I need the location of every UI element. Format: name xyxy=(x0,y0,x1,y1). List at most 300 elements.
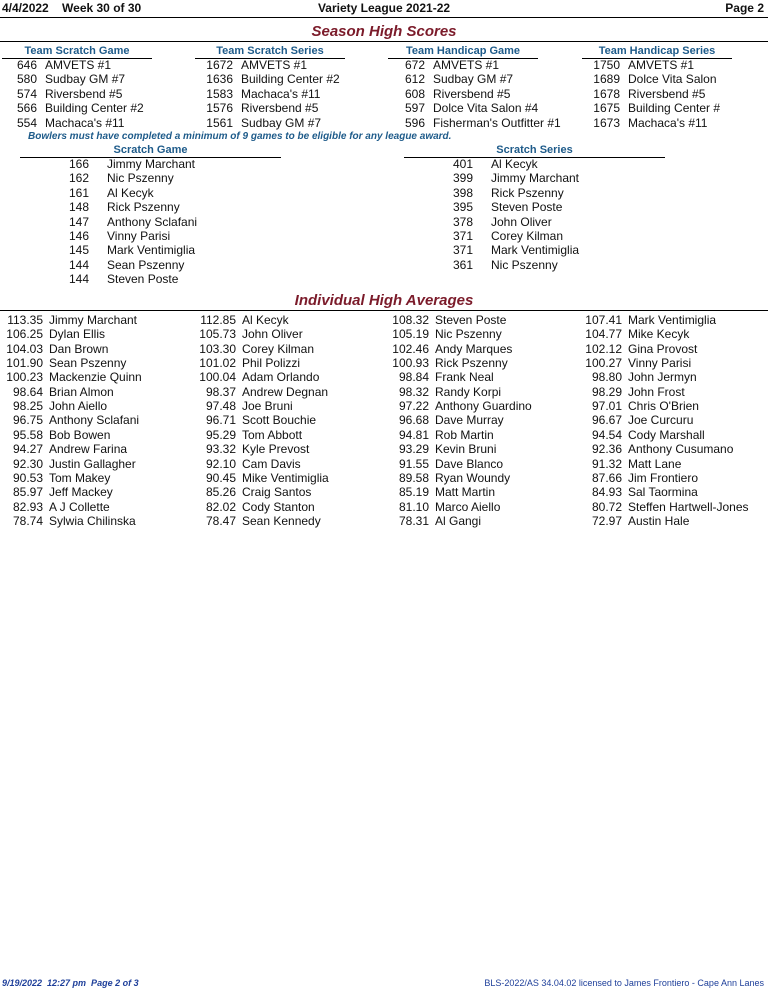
score-value: 100.23 xyxy=(6,370,43,385)
average-row xyxy=(2,313,137,327)
score-value: 94.54 xyxy=(591,427,622,442)
score-value: 72.97 xyxy=(591,513,622,528)
bowler-name: Sylwia Chilinska xyxy=(49,513,136,528)
score-value: 1576 xyxy=(206,101,233,116)
bowler-name: Al Kecyk xyxy=(242,313,289,327)
bowler-name: Frank Neal xyxy=(435,370,494,385)
footer-license: BLS-2022/AS 34.04.02 licensed to James Frontiero - Cape Ann Lanes xyxy=(484,978,764,988)
bowler-name: Dave Murray xyxy=(435,413,504,428)
average-row xyxy=(388,457,503,471)
average-row xyxy=(581,370,697,384)
average-row xyxy=(2,327,105,341)
footer-print-info: 9/19/2022 12:27 pm Page 2 of 3 xyxy=(2,978,139,988)
score-value: 612 xyxy=(404,72,425,87)
individual-score-row xyxy=(48,157,195,171)
average-row xyxy=(195,471,329,485)
average-row xyxy=(2,442,127,456)
score-value: 94.81 xyxy=(398,427,429,442)
score-value: 1583 xyxy=(206,86,233,101)
score-value: 672 xyxy=(404,58,425,72)
score-value: 1678 xyxy=(593,86,620,101)
bowler-name: Riversbend #5 xyxy=(45,86,123,101)
bowler-name: Craig Santos xyxy=(242,485,312,500)
averages-title-divider xyxy=(0,310,768,311)
team-score-row xyxy=(2,72,125,86)
score-value: 82.93 xyxy=(12,499,43,514)
bowler-name: Building Center #2 xyxy=(241,72,340,87)
bowler-name: Brian Almon xyxy=(49,384,114,399)
score-value: 399 xyxy=(452,171,473,186)
bowler-name: Machaca's #11 xyxy=(628,115,708,130)
average-row xyxy=(388,485,495,499)
score-value: 104.77 xyxy=(585,327,622,342)
team-score-row xyxy=(390,101,538,115)
average-row xyxy=(2,471,110,485)
individual-score-row xyxy=(432,243,579,257)
score-value: 102.46 xyxy=(392,341,429,356)
score-value: 96.68 xyxy=(398,413,429,428)
bowler-name: AMVETS #1 xyxy=(45,58,112,72)
average-row xyxy=(195,370,319,384)
average-row xyxy=(2,428,110,442)
team-score-row xyxy=(195,116,321,130)
bowler-name: Bob Bowen xyxy=(49,427,111,442)
score-value: 1750 xyxy=(593,58,620,72)
score-value: 1689 xyxy=(593,72,620,87)
score-value: 92.30 xyxy=(12,456,43,471)
average-row xyxy=(581,356,691,370)
bowler-name: Jimmy Marchant xyxy=(107,157,196,171)
score-value: 596 xyxy=(404,115,425,130)
bowler-name: Anthony Cusumano xyxy=(628,442,734,457)
bowler-name: Al Kecyk xyxy=(491,157,538,171)
bowler-name: Nic Pszenny xyxy=(435,327,502,342)
score-value: 95.29 xyxy=(205,427,236,442)
score-value: 98.25 xyxy=(12,399,43,414)
score-value: 398 xyxy=(452,185,473,200)
bowler-name: Cody Marshall xyxy=(628,427,705,442)
bowler-name: Jeff Mackey xyxy=(49,485,113,500)
score-value: 91.55 xyxy=(398,456,429,471)
bowler-name: Sean Pszenny xyxy=(107,257,185,272)
average-row xyxy=(2,457,136,471)
average-row xyxy=(581,428,705,442)
average-row xyxy=(581,342,697,356)
average-row xyxy=(388,370,494,384)
score-value: 85.97 xyxy=(12,485,43,500)
average-row xyxy=(581,514,689,528)
individual-score-row xyxy=(48,186,154,200)
average-row xyxy=(388,313,506,327)
bowler-name: Vinny Parisi xyxy=(107,229,171,243)
bowler-name: Mark Ventimiglia xyxy=(107,243,196,258)
score-value: 98.32 xyxy=(398,384,429,399)
score-value: 1561 xyxy=(206,115,233,130)
score-value: 145 xyxy=(68,243,89,258)
bowler-name: Anthony Guardino xyxy=(435,399,532,414)
score-value: 97.48 xyxy=(205,399,236,414)
average-row xyxy=(388,413,504,427)
bowler-name: Riversbend #5 xyxy=(241,101,319,116)
bowler-name: Mark Ventimiglia xyxy=(491,243,580,258)
individual-score-row xyxy=(432,215,552,229)
average-row xyxy=(195,442,309,456)
bowler-name: Corey Kilman xyxy=(491,229,564,243)
score-value: 102.12 xyxy=(585,341,622,356)
bowler-name: Sean Kennedy xyxy=(242,513,321,528)
score-value: 166 xyxy=(68,157,89,171)
average-row xyxy=(581,385,685,399)
score-value: 84.93 xyxy=(591,485,622,500)
score-value: 100.04 xyxy=(199,370,236,385)
individual-score-row xyxy=(48,200,180,214)
bowler-name: AMVETS #1 xyxy=(628,58,695,72)
bowler-name: Steffen Hartwell-Jones xyxy=(628,499,749,514)
average-row xyxy=(195,356,300,370)
header-date-week: 4/4/2022 Week 30 of 30 xyxy=(2,1,142,15)
score-value: 85.26 xyxy=(205,485,236,500)
average-row xyxy=(581,500,749,514)
bowler-name: Sudbay GM #7 xyxy=(433,72,514,87)
team-score-row xyxy=(582,87,705,101)
bowler-name: Building Center # xyxy=(628,101,721,116)
score-value: 98.84 xyxy=(398,370,429,385)
score-value: 108.32 xyxy=(392,313,429,327)
bowler-name: A J Collette xyxy=(49,499,110,514)
score-value: 100.27 xyxy=(585,356,622,371)
bowler-name: Joe Curcuru xyxy=(628,413,694,428)
score-value: 371 xyxy=(452,243,473,258)
bowler-name: Sudbay GM #7 xyxy=(45,72,126,87)
bowler-name: Machaca's #11 xyxy=(241,86,321,101)
bowler-name: Austin Hale xyxy=(628,513,690,528)
team-score-row xyxy=(195,58,307,72)
header-divider xyxy=(0,17,768,18)
individual-score-row xyxy=(48,272,178,286)
score-value: 98.80 xyxy=(591,370,622,385)
average-row xyxy=(195,399,293,413)
score-value: 144 xyxy=(68,272,89,287)
bowler-name: Adam Orlando xyxy=(242,370,320,385)
average-row xyxy=(388,385,501,399)
bowler-name: Sean Pszenny xyxy=(49,356,127,371)
average-row xyxy=(195,428,302,442)
bowler-name: Andrew Degnan xyxy=(242,384,329,399)
bowler-name: Steven Poste xyxy=(435,313,507,327)
score-value: 147 xyxy=(68,214,89,229)
average-row xyxy=(2,413,139,427)
bowler-name: Steven Poste xyxy=(107,272,179,287)
average-row xyxy=(195,327,303,341)
bowler-name: Nic Pszenny xyxy=(491,257,558,272)
bowler-name: Rob Martin xyxy=(435,427,494,442)
average-row xyxy=(581,327,689,341)
score-value: 395 xyxy=(452,200,473,215)
bowler-name: Tom Makey xyxy=(49,470,111,485)
average-row xyxy=(581,442,733,456)
team-section-title: Team Handicap Series xyxy=(582,45,732,59)
average-row xyxy=(388,442,496,456)
bowler-name: Kyle Prevost xyxy=(242,442,310,457)
score-value: 98.37 xyxy=(205,384,236,399)
average-row xyxy=(2,356,126,370)
bowler-name: Dolce Vita Salon #4 xyxy=(433,101,539,116)
score-value: 574 xyxy=(16,86,37,101)
header-league-name: Variety League 2021-22 xyxy=(317,1,451,15)
bowler-name: Sal Taormina xyxy=(628,485,698,500)
individual-score-row xyxy=(432,200,562,214)
average-row xyxy=(2,342,108,356)
eligibility-notice: Bowlers must have completed a minimum of 9 games to be eligible for any league award. xyxy=(28,131,452,142)
average-row xyxy=(2,514,136,528)
score-value: 89.58 xyxy=(398,470,429,485)
bowler-name: Andy Marques xyxy=(435,341,513,356)
bowler-name: Anthony Sclafani xyxy=(49,413,140,428)
score-value: 112.85 xyxy=(200,313,236,327)
bowler-name: Dylan Ellis xyxy=(49,327,106,342)
average-row xyxy=(195,342,314,356)
score-value: 98.64 xyxy=(12,384,43,399)
score-value: 93.29 xyxy=(398,442,429,457)
bowler-name: Riversbend #5 xyxy=(628,86,706,101)
bowler-name: Scott Bouchie xyxy=(242,413,317,428)
score-value: 113.35 xyxy=(7,313,43,327)
team-score-row xyxy=(2,87,122,101)
team-score-row xyxy=(390,116,561,130)
season-title-divider xyxy=(0,41,768,42)
bowler-name: Sudbay GM #7 xyxy=(241,115,322,130)
individual-score-row xyxy=(432,157,538,171)
bowler-name: Cody Stanton xyxy=(242,499,315,514)
bowler-name: Rick Pszenny xyxy=(107,200,180,215)
season-high-scores-title: Season High Scores xyxy=(311,23,457,40)
individual-score-row xyxy=(432,171,579,185)
score-value: 148 xyxy=(68,200,89,215)
bowler-name: John Frost xyxy=(628,384,685,399)
team-score-row xyxy=(582,58,694,72)
score-value: 98.29 xyxy=(591,384,622,399)
bowler-name: Mike Kecyk xyxy=(628,327,690,342)
individual-score-row xyxy=(48,215,197,229)
average-row xyxy=(388,514,481,528)
average-row xyxy=(388,471,510,485)
team-score-row xyxy=(390,72,513,86)
average-row xyxy=(388,500,500,514)
bowler-name: AMVETS #1 xyxy=(433,58,500,72)
average-row xyxy=(581,471,698,485)
bowler-name: Corey Kilman xyxy=(242,341,315,356)
bowler-name: Jim Frontiero xyxy=(628,470,699,485)
score-value: 146 xyxy=(68,229,89,243)
team-section-title: Team Scratch Game xyxy=(2,45,152,59)
individual-section-title: Scratch Game xyxy=(20,144,281,158)
team-score-row xyxy=(582,72,717,86)
team-score-row xyxy=(390,58,499,72)
bowler-name: Randy Korpi xyxy=(435,384,502,399)
average-row xyxy=(581,457,681,471)
team-score-row xyxy=(195,87,320,101)
average-row xyxy=(388,399,532,413)
bowler-name: Mark Ventimiglia xyxy=(628,313,717,327)
average-row xyxy=(581,399,699,413)
individual-section-title: Scratch Series xyxy=(404,144,665,158)
score-value: 81.10 xyxy=(398,499,429,514)
score-value: 106.25 xyxy=(6,327,43,342)
score-value: 78.47 xyxy=(205,513,236,528)
bowler-name: Joe Bruni xyxy=(242,399,293,414)
bowler-name: Andrew Farina xyxy=(49,442,128,457)
team-score-row xyxy=(2,116,124,130)
score-value: 104.03 xyxy=(6,341,43,356)
team-score-row xyxy=(195,72,340,86)
bowler-name: Rick Pszenny xyxy=(435,356,508,371)
bowler-name: Rick Pszenny xyxy=(491,185,564,200)
bowler-name: John Oliver xyxy=(242,327,303,342)
score-value: 101.02 xyxy=(199,356,236,371)
score-value: 80.72 xyxy=(591,499,622,514)
score-value: 1673 xyxy=(593,115,620,130)
header-page-number: Page 2 xyxy=(725,1,764,15)
average-row xyxy=(581,413,693,427)
score-value: 78.31 xyxy=(398,513,429,528)
team-score-row xyxy=(582,101,720,115)
individual-score-row xyxy=(48,258,184,272)
score-value: 96.67 xyxy=(591,413,622,428)
score-value: 1675 xyxy=(593,101,620,116)
bowler-name: Matt Lane xyxy=(628,456,682,471)
score-value: 90.45 xyxy=(205,470,236,485)
team-score-row xyxy=(2,101,144,115)
score-value: 1672 xyxy=(206,58,233,72)
bowler-name: Gina Provost xyxy=(628,341,698,356)
bowler-name: Dave Blanco xyxy=(435,456,504,471)
average-row xyxy=(2,399,107,413)
bowler-name: Chris O'Brien xyxy=(628,399,699,414)
score-value: 97.01 xyxy=(591,399,622,414)
score-value: 78.74 xyxy=(12,513,43,528)
average-row xyxy=(2,370,142,384)
score-value: 93.32 xyxy=(205,442,236,457)
score-value: 97.22 xyxy=(398,399,429,414)
bowler-name: AMVETS #1 xyxy=(241,58,308,72)
score-value: 96.71 xyxy=(205,413,236,428)
score-value: 105.19 xyxy=(392,327,429,342)
bowler-name: Anthony Sclafani xyxy=(107,214,198,229)
bowler-name: John Jermyn xyxy=(628,370,697,385)
average-row xyxy=(195,500,315,514)
score-value: 371 xyxy=(452,229,473,243)
team-section-title: Team Handicap Game xyxy=(388,45,538,59)
bowler-name: Al Kecyk xyxy=(107,185,154,200)
score-value: 96.75 xyxy=(12,413,43,428)
bowler-name: John Aiello xyxy=(49,399,108,414)
score-value: 646 xyxy=(16,58,37,72)
bowler-name: Mike Ventimiglia xyxy=(242,470,329,485)
bowler-name: Al Gangi xyxy=(435,513,482,528)
bowler-name: Machaca's #11 xyxy=(45,115,125,130)
bowler-name: Dan Brown xyxy=(49,341,109,356)
bowler-name: Phil Polizzi xyxy=(242,356,301,371)
score-value: 566 xyxy=(16,101,37,116)
average-row xyxy=(2,385,114,399)
average-row xyxy=(195,385,328,399)
score-value: 100.93 xyxy=(392,356,429,371)
average-row xyxy=(195,485,311,499)
individual-score-row xyxy=(48,243,195,257)
team-score-row xyxy=(582,116,707,130)
average-row xyxy=(2,500,110,514)
score-value: 95.58 xyxy=(12,427,43,442)
average-row xyxy=(195,413,316,427)
bowler-name: Steven Poste xyxy=(491,200,563,215)
average-row xyxy=(581,485,698,499)
score-value: 85.19 xyxy=(398,485,429,500)
score-value: 608 xyxy=(404,86,425,101)
average-row xyxy=(581,313,716,327)
score-value: 162 xyxy=(68,171,89,186)
bowler-name: Dolce Vita Salon xyxy=(628,72,717,87)
bowler-name: Matt Martin xyxy=(435,485,496,500)
individual-score-row xyxy=(432,186,564,200)
individual-score-row xyxy=(48,171,174,185)
bowler-name: Nic Pszenny xyxy=(107,171,174,186)
score-value: 580 xyxy=(16,72,37,87)
team-score-row xyxy=(390,87,510,101)
team-score-row xyxy=(195,101,318,115)
bowler-name: Justin Gallagher xyxy=(49,456,136,471)
score-value: 90.53 xyxy=(12,470,43,485)
average-row xyxy=(388,356,508,370)
average-row xyxy=(388,327,502,341)
score-value: 92.10 xyxy=(205,456,236,471)
individual-score-row xyxy=(432,258,558,272)
average-row xyxy=(2,485,113,499)
score-value: 378 xyxy=(452,214,473,229)
score-value: 1636 xyxy=(206,72,233,87)
score-value: 597 xyxy=(404,101,425,116)
score-value: 92.36 xyxy=(591,442,622,457)
score-value: 161 xyxy=(68,185,89,200)
score-value: 82.02 xyxy=(205,499,236,514)
bowler-name: Riversbend #5 xyxy=(433,86,511,101)
average-row xyxy=(195,514,321,528)
bowler-name: John Oliver xyxy=(491,214,552,229)
average-row xyxy=(195,457,301,471)
bowler-name: Ryan Woundy xyxy=(435,470,511,485)
bowler-name: Cam Davis xyxy=(242,456,301,471)
score-value: 87.66 xyxy=(591,470,622,485)
average-row xyxy=(388,428,494,442)
team-section-title: Team Scratch Series xyxy=(195,45,345,59)
score-value: 554 xyxy=(16,115,37,130)
score-value: 91.32 xyxy=(591,456,622,471)
score-value: 94.27 xyxy=(12,442,43,457)
bowler-name: Fisherman's Outfitter #1 xyxy=(433,115,561,130)
score-value: 103.30 xyxy=(199,341,236,356)
score-value: 101.90 xyxy=(6,356,43,371)
bowler-name: Jimmy Marchant xyxy=(49,313,138,327)
bowler-name: Building Center #2 xyxy=(45,101,144,116)
score-value: 401 xyxy=(452,157,473,171)
bowler-name: Tom Abbott xyxy=(242,427,303,442)
individual-score-row xyxy=(432,229,563,243)
individual-score-row xyxy=(48,229,170,243)
score-value: 105.73 xyxy=(199,327,236,342)
bowler-name: Mackenzie Quinn xyxy=(49,370,142,385)
team-score-row xyxy=(2,58,111,72)
bowler-name: Jimmy Marchant xyxy=(491,171,580,186)
bowler-name: Kevin Bruni xyxy=(435,442,497,457)
